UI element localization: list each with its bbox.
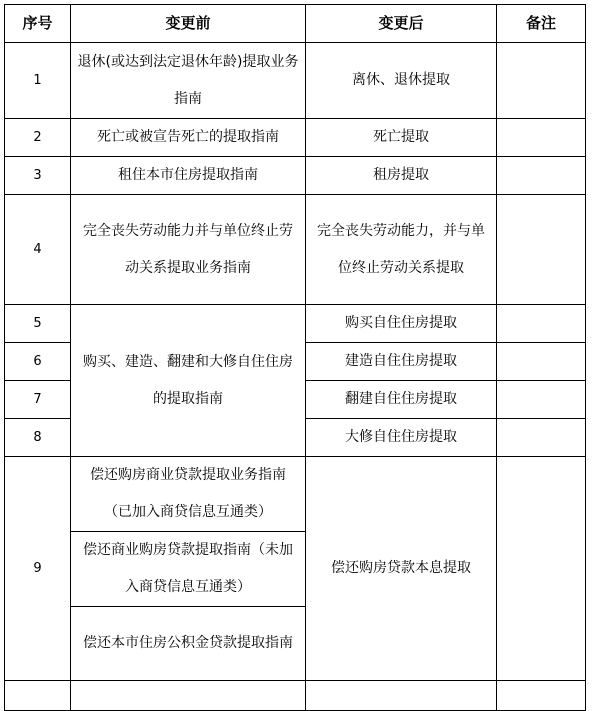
row-number: 6	[5, 343, 71, 381]
before-cell-merged: 购买、建造、翻建和大修自住住房的提取指南	[71, 305, 306, 457]
after-cell: 翻建自住住房提取	[306, 381, 497, 419]
before-cell: 偿还本市住房公积金贷款提取指南	[71, 607, 306, 681]
after-cell: 离休、退休提取	[306, 43, 497, 119]
after-cell: 大修自住住房提取	[306, 419, 497, 457]
empty-cell	[5, 681, 71, 711]
before-cell: 租住本市住房提取指南	[71, 157, 306, 195]
after-cell: 租房提取	[306, 157, 497, 195]
table-row	[5, 119, 586, 157]
after-cell-merged: 偿还购房贷款本息提取	[306, 457, 497, 681]
change-table	[4, 4, 586, 711]
header-after: 变更后	[306, 5, 497, 43]
before-cell: 死亡或被宣告死亡的提取指南	[71, 119, 306, 157]
empty-cell	[497, 681, 586, 711]
header-note: 备注	[497, 5, 586, 43]
header-number: 序号	[5, 5, 71, 43]
empty-cell	[71, 681, 306, 711]
after-cell: 死亡提取	[306, 119, 497, 157]
note-cell	[497, 157, 586, 195]
before-cell: 退休(或达到法定退休年龄)提取业务指南	[71, 43, 306, 119]
after-cell: 建造自住住房提取	[306, 343, 497, 381]
table-row	[5, 157, 586, 195]
note-cell	[497, 195, 586, 305]
note-cell	[497, 343, 586, 381]
row-number: 3	[5, 157, 71, 195]
row-number: 9	[5, 457, 71, 681]
note-cell	[497, 119, 586, 157]
note-cell	[497, 305, 586, 343]
note-cell	[497, 419, 586, 457]
before-cell: 完全丧失劳动能力并与单位终止劳动关系提取业务指南	[71, 195, 306, 305]
row-number: 4	[5, 195, 71, 305]
row-number: 7	[5, 381, 71, 419]
row-number: 8	[5, 419, 71, 457]
row-number: 1	[5, 43, 71, 119]
before-cell: 偿还购房商业贷款提取业务指南（已加入商贷信息互通类）	[71, 457, 306, 532]
row-number: 5	[5, 305, 71, 343]
after-cell: 完全丧失劳动能力，并与单位终止劳动关系提取	[306, 195, 497, 305]
table-row	[5, 457, 586, 532]
before-cell: 偿还商业购房贷款提取指南（未加入商贷信息互通类）	[71, 532, 306, 607]
empty-cell	[306, 681, 497, 711]
table-row	[5, 681, 586, 711]
after-cell: 购买自住住房提取	[306, 305, 497, 343]
note-cell	[497, 43, 586, 119]
table-row	[5, 43, 586, 119]
table-row	[5, 305, 586, 343]
note-cell	[497, 457, 586, 681]
table-row	[5, 195, 586, 305]
header-before: 变更前	[71, 5, 306, 43]
row-number: 2	[5, 119, 71, 157]
note-cell	[497, 381, 586, 419]
